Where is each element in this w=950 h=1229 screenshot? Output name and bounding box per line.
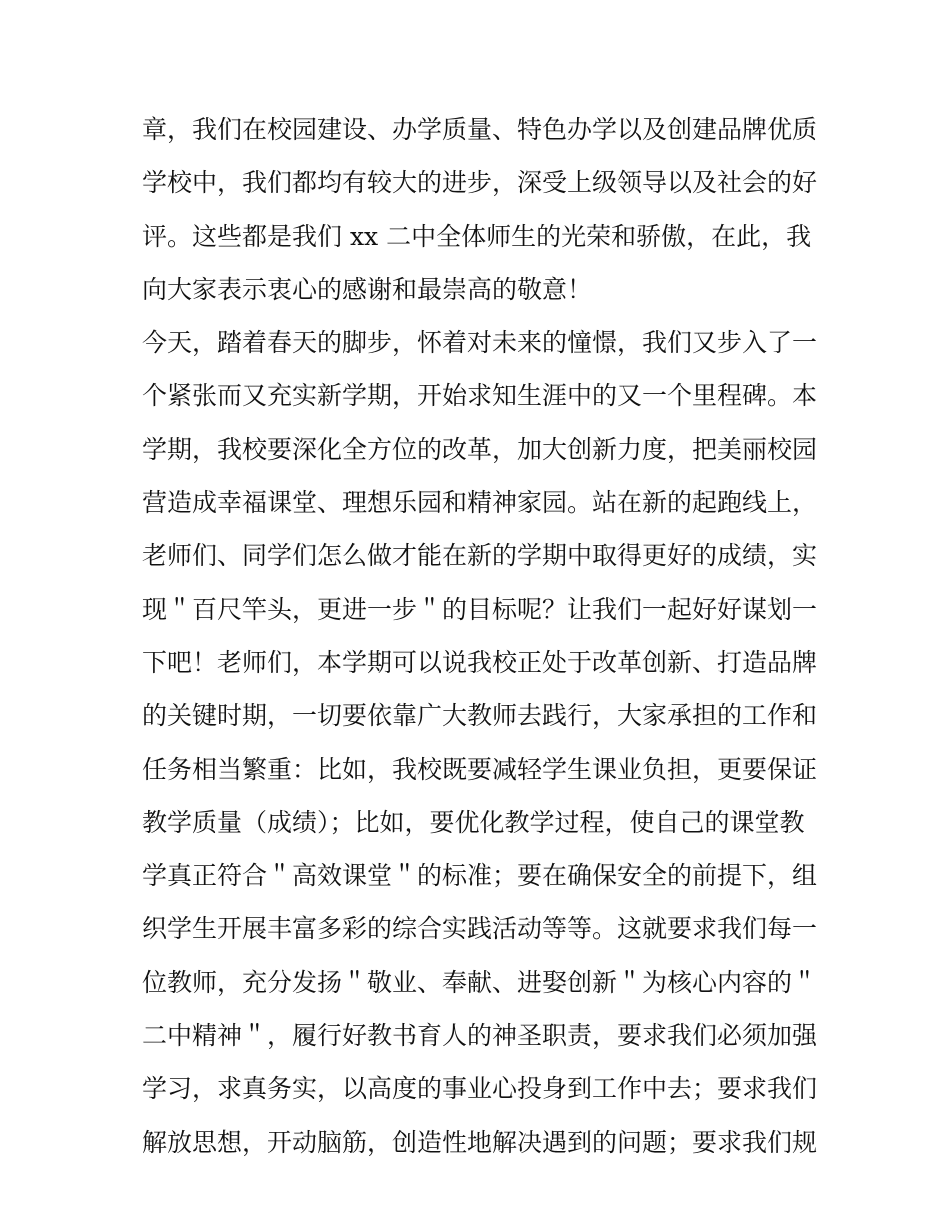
text-line: 向大家表示衷心的感谢和最崇高的敬意！: [142, 274, 593, 304]
body-text: [142, 103, 822, 1169]
text-line: 学期，我校要深化全方位的改革，加大创新力度，把美丽校园: [142, 434, 818, 464]
text-line: 现＂百尺竿头，更进一步＂的目标呢？让我们一起好好谋划一: [142, 594, 818, 624]
text-line: 任务相当繁重：比如，我校既要减轻学生课业负担，更要保证: [142, 754, 818, 784]
text-line: 解放思想，开动脑筋，创造性地解决遇到的问题；要求我们规: [142, 1127, 818, 1157]
text-line: 章，我们在校园建设、办学质量、特色办学以及创建品牌优质: [142, 115, 818, 144]
text-line: 老师们、同学们怎么做才能在新的学期中取得更好的成绩，实: [142, 541, 818, 571]
text-line: 位教师，充分发扬＂敬业、奉献、进娶创新＂为核心内容的＂: [142, 967, 818, 997]
text-line: 织学生开展丰富多彩的综合实践活动等等。这就要求我们每一: [142, 914, 818, 944]
text-line: 的关键时期，一切要依靠广大教师去践行，大家承担的工作和: [142, 701, 818, 731]
text-line: 学校中，我们都均有较大的进步，深受上级领导以及社会的好: [142, 168, 818, 198]
text-line: 教学质量（成绩）；比如，要优化教学过程，使自己的课堂教: [142, 807, 805, 837]
text-line: 学真正符合＂高效课堂＂的标准；要在确保安全的前提下，组: [142, 861, 818, 891]
text-line: 二中精神＂，履行好教书育人的神圣职责，要求我们必须加强: [142, 1021, 818, 1051]
text-line: 评。这些都是我们 xx 二中全体师生的光荣和骄傲，在此，我: [142, 221, 812, 251]
text-line: 营造成幸福课堂、理想乐园和精神家园。站在新的起跑线上，: [142, 488, 818, 518]
text-line: 个紧张而又充实新学期，开始求知生涯中的又一个里程碑。本: [142, 381, 818, 411]
text-line: 下吧！老师们，本学期可以说我校正处于改革创新、打造品牌: [142, 647, 818, 677]
text-line: 今天，踏着春天的脚步，怀着对未来的憧憬，我们又步入了一: [142, 328, 818, 358]
text-line: 学习，求真务实，以高度的事业心投身到工作中去；要求我们: [142, 1074, 818, 1104]
